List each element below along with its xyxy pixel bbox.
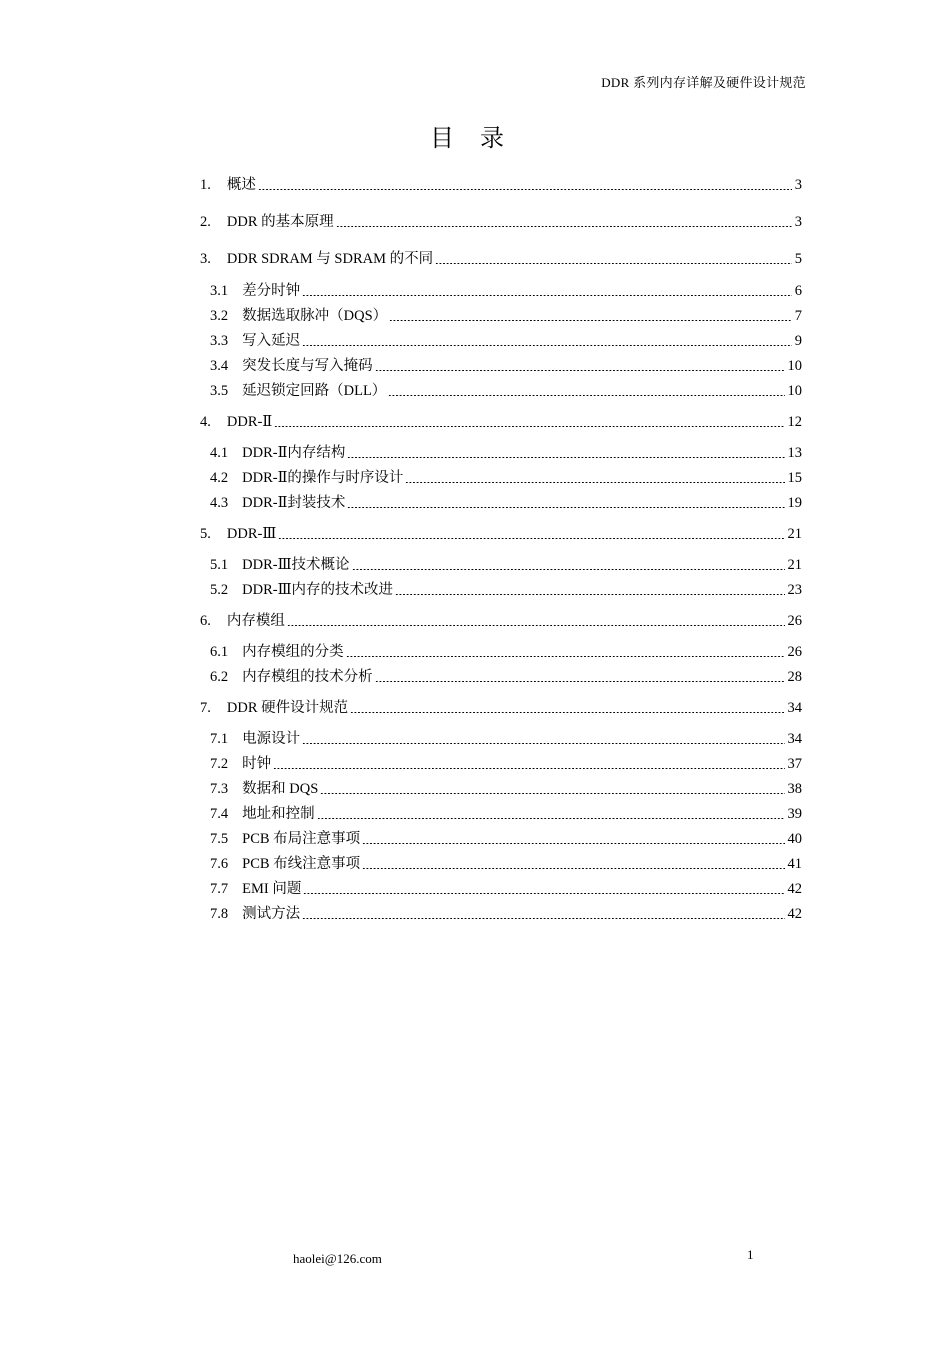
toc-entry-number: 5.2 (210, 582, 229, 598)
toc-entry[interactable] (210, 904, 812, 924)
toc-entry-page: 5 (794, 251, 802, 267)
toc-entry-label: 地址和控制 (242, 806, 315, 822)
toc-entry-label: 测试方法 (242, 906, 301, 922)
toc-entry[interactable] (210, 356, 812, 376)
dot-leader (388, 395, 784, 396)
dot-leader (302, 345, 792, 346)
toc-entry-number: 7.8 (210, 906, 229, 922)
toc-entry-number: 7.4 (210, 806, 229, 822)
toc-entry-label: 数据选取脉冲（DQS） (242, 308, 388, 324)
toc-entry[interactable] (210, 829, 812, 849)
toc-entry-page: 9 (794, 333, 802, 349)
toc-entry-number: 4.2 (210, 470, 229, 486)
toc-entry-page: 10 (787, 383, 802, 399)
toc-entry-label: 电源设计 (242, 731, 301, 747)
toc-entry-label: DDR 硬件设计规范 (226, 700, 349, 716)
toc-entry[interactable] (210, 555, 812, 575)
toc-entry-label: DDR-Ⅱ (226, 414, 273, 430)
toc-entry-label: DDR-Ⅱ的操作与时序设计 (242, 470, 404, 486)
toc-entry[interactable] (210, 779, 812, 799)
toc-entry[interactable] (200, 698, 812, 718)
toc-entry-page: 40 (787, 831, 802, 847)
toc-entry-page: 19 (787, 495, 802, 511)
toc-entry[interactable] (200, 412, 812, 432)
toc-entry[interactable] (210, 729, 812, 749)
toc-entry-page: 28 (787, 669, 802, 685)
toc-entry[interactable] (210, 281, 812, 301)
toc-entry-page: 38 (787, 781, 802, 797)
toc-entry[interactable] (210, 804, 812, 824)
dot-leader (350, 712, 784, 713)
toc-entry-number: 2. (200, 214, 211, 230)
toc-entry-number: 7.3 (210, 781, 229, 797)
dot-leader (405, 482, 784, 483)
toc-entry-label: 概述 (226, 177, 256, 193)
toc-entry-label: DDR SDRAM 与 SDRAM 的不同 (226, 251, 434, 267)
toc-entry-number: 7.6 (210, 856, 229, 872)
footer-email: haolei@126.com (293, 1251, 382, 1266)
dot-leader (273, 768, 784, 769)
dot-leader (362, 843, 784, 844)
toc-entry-label: DDR-Ⅲ内存的技术改进 (242, 582, 394, 598)
toc-entry[interactable] (210, 667, 812, 687)
toc-entry[interactable] (210, 854, 812, 874)
running-header: DDR 系列内存详解及硬件设计规范 (601, 75, 806, 90)
dot-leader (362, 868, 784, 869)
toc-entry-number: 4.3 (210, 495, 229, 511)
toc-entry[interactable] (210, 642, 812, 662)
toc-entry-page: 15 (787, 470, 802, 486)
toc-entry-label: DDR 的基本原理 (226, 214, 334, 230)
toc-entry[interactable] (200, 524, 812, 544)
toc-entry-number: 3.5 (210, 383, 229, 399)
toc-entry-label: 突发长度与写入掩码 (242, 358, 373, 374)
dot-leader (320, 793, 784, 794)
toc-entry-label: DDR-Ⅲ (226, 526, 277, 542)
dot-leader (274, 426, 784, 427)
toc-entry-number: 4. (200, 414, 211, 430)
dot-leader (336, 226, 792, 227)
toc-entry-label: DDR-Ⅱ内存结构 (242, 445, 346, 461)
toc-entry-number: 7.7 (210, 881, 229, 897)
footer-page-number: 1 (747, 1247, 754, 1262)
toc-entry-label: 时钟 (242, 756, 272, 772)
toc-entry-page: 3 (794, 214, 802, 230)
toc-entry-page: 21 (787, 557, 802, 573)
toc-entry-label: DDR-Ⅲ技术概论 (242, 557, 350, 573)
toc-entry-page: 34 (787, 700, 802, 716)
toc-entry-label: 内存模组的技术分析 (242, 669, 373, 685)
toc-entry[interactable] (210, 493, 812, 513)
dot-leader (317, 818, 785, 819)
dot-leader (395, 594, 784, 595)
toc-entry-page: 26 (787, 644, 802, 660)
dot-leader (302, 743, 784, 744)
toc-entry-page: 26 (787, 613, 802, 629)
toc-entry-number: 6. (200, 613, 211, 629)
page-title: 目 录 (430, 126, 514, 152)
toc-entry-number: 7. (200, 700, 211, 716)
toc-entry-page: 10 (787, 358, 802, 374)
toc-entry-number: 7.1 (210, 731, 229, 747)
toc-entry-number: 5. (200, 526, 211, 542)
toc-entry-page: 39 (787, 806, 802, 822)
toc-entry-label: 内存模组的分类 (242, 644, 344, 660)
toc-entry-number: 3.2 (210, 308, 229, 324)
toc-entry[interactable] (210, 580, 812, 600)
toc-entry-page: 34 (787, 731, 802, 747)
toc-entry[interactable] (210, 754, 812, 774)
toc-entry-page: 37 (787, 756, 802, 772)
toc-entry-page: 42 (787, 906, 802, 922)
toc-entry-number: 7.5 (210, 831, 229, 847)
toc-entry-page: 21 (787, 526, 802, 542)
toc-entry-label: PCB 布线注意事项 (242, 856, 361, 872)
toc-entry[interactable] (210, 468, 812, 488)
toc-entry-label: 延迟锁定回路（DLL） (242, 383, 387, 399)
dot-leader (375, 370, 785, 371)
toc-entry-number: 7.2 (210, 756, 229, 772)
dot-leader (352, 569, 785, 570)
dot-leader (278, 538, 784, 539)
toc-entry-number: 3.3 (210, 333, 229, 349)
dot-leader (287, 625, 785, 626)
toc-entry-number: 5.1 (210, 557, 229, 573)
toc-entry[interactable] (210, 879, 812, 899)
toc-entry-number: 1. (200, 177, 211, 193)
toc-entry[interactable] (200, 175, 812, 195)
dot-leader (389, 320, 792, 321)
toc-entry-page: 3 (794, 177, 802, 193)
toc-entry-page: 13 (787, 445, 802, 461)
dot-leader (347, 457, 784, 458)
toc-entry-page: 12 (787, 414, 802, 430)
toc-entry[interactable] (200, 212, 812, 232)
dot-leader (375, 681, 785, 682)
dot-leader (258, 189, 792, 190)
toc-entry-label: 数据和 DQS (242, 781, 319, 797)
toc-entry[interactable] (200, 611, 812, 631)
dot-leader (346, 656, 785, 657)
toc-entry-number: 4.1 (210, 445, 229, 461)
dot-leader (435, 263, 792, 264)
toc-entry[interactable] (200, 249, 812, 269)
toc-entry-page: 6 (794, 283, 802, 299)
toc-entry-label: 写入延迟 (242, 333, 301, 349)
toc-entry-number: 6.1 (210, 644, 229, 660)
toc-entry[interactable] (210, 443, 812, 463)
toc-entry-page: 42 (787, 881, 802, 897)
dot-leader (347, 507, 784, 508)
toc-entry[interactable] (210, 381, 812, 401)
toc-entry-page: 7 (794, 308, 802, 324)
toc-entry[interactable] (210, 306, 812, 326)
dot-leader (303, 893, 784, 894)
toc-entry-number: 3.1 (210, 283, 229, 299)
toc-entry-label: EMI 问题 (242, 881, 302, 897)
toc-entry-label: DDR-Ⅱ封装技术 (242, 495, 346, 511)
toc-entry-number: 6.2 (210, 669, 229, 685)
toc-entry-label: 内存模组 (226, 613, 285, 629)
toc-entry-number: 3.4 (210, 358, 229, 374)
toc-entry[interactable] (210, 331, 812, 351)
dot-leader (302, 295, 792, 296)
toc-entry-page: 23 (787, 582, 802, 598)
toc-entry-page: 41 (787, 856, 802, 872)
toc-entry-label: PCB 布局注意事项 (242, 831, 361, 847)
toc-entry-label: 差分时钟 (242, 283, 301, 299)
toc-entry-number: 3. (200, 251, 211, 267)
dot-leader (302, 918, 784, 919)
